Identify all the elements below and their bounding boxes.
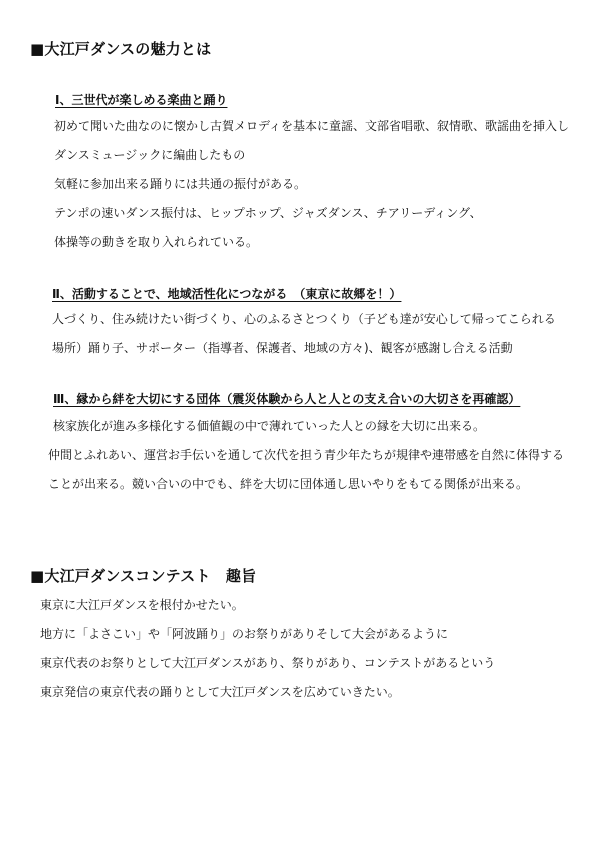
contest-purpose-line: 東京発信の東京代表の踊りとして大江戸ダンスを広めていきたい。 xyxy=(40,685,400,699)
part1-line: 体操等の動きを取り入れられている。 xyxy=(54,235,259,249)
section-heading-contest-purpose: ■大江戸ダンスコンテスト 趣旨 xyxy=(30,567,257,585)
part1-line: 初めて聞いた曲なのに懐かし古賀メロディを基本に童謡、文部省唱歌、叙情歌、歌謡曲を挿入し xyxy=(54,119,570,133)
part1-line: 気軽に参加出来る踊りには共通の振付がある。 xyxy=(54,177,307,191)
contest-purpose-line: 東京代表のお祭りとして大江戸ダンスがあり、祭りがあり、コンテストがあるという xyxy=(40,656,496,670)
part3-line: ことが出来る。競い合いの中でも、絆を大切に団体通し思いやりをもてる関係が出来る。 xyxy=(48,477,529,491)
section-heading-appeal: ■大江戸ダンスの魅力とは xyxy=(30,40,212,58)
part2-line: 場所）踊り子、サポーター（指導者、保護者、地域の方々)、観客が感謝し合える活動 xyxy=(52,341,513,355)
contest-purpose-line: 地方に「よさこい」や「阿波踊り」のお祭りがありそして大会があるように xyxy=(40,627,449,641)
contest-purpose-line: 東京に大江戸ダンスを根付かせたい。 xyxy=(40,598,244,612)
part3-title: Ⅲ、縁から絆を大切にする団体（震災体験から人と人との支え合いの大切さを再確認） xyxy=(53,392,521,406)
part1-line: ダンスミュージックに編曲したもの xyxy=(54,148,246,162)
part1-title: Ⅰ、三世代が楽しめる楽曲と踊り xyxy=(55,93,228,107)
part1-line: テンポの速いダンス振付は、ヒップホップ、ジャズダンス、チアリーディング、 xyxy=(54,206,482,220)
part2-line: 人づくり、住み続けたい街づくり、心のふるさとつくり（子ども達が安心して帰ってこられる xyxy=(52,312,556,326)
part2-title: Ⅱ、活動することで、地域活性化につながる （東京に故郷を！） xyxy=(52,287,402,301)
part3-line: 核家族化が進み多様化する価値観の中で薄れていった人との縁を大切に出来る。 xyxy=(53,419,486,433)
part3-line: 仲間とふれあい、運営お手伝いを通して次代を担う青少年たちが規律や連帯感を自然に体得する xyxy=(48,448,565,462)
